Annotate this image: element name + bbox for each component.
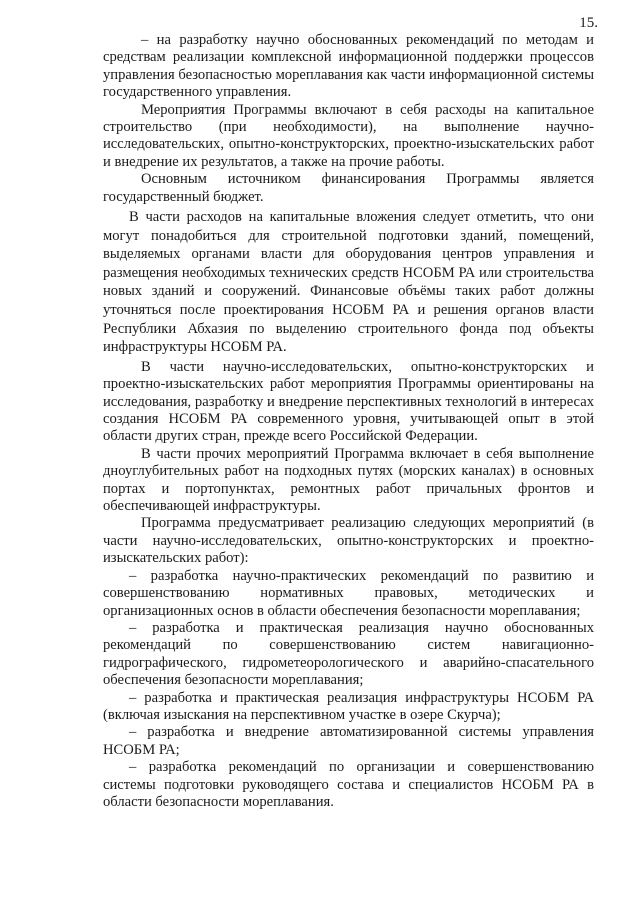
list-item-regulatory-framework: – разработка научно-практических рекомендаций по развитию и совершенствованию нормативных правовых, методических и организационных основ в области обеспечения безопасности мореплавания; — [103, 567, 594, 619]
paragraph-program-activities-intro: Программа предусматривает реализацию следующих мероприятий (в части научно-исследовательских, опытно-конструкторских и проектно-изыскательских работ): — [103, 515, 594, 567]
list-item-navigation-systems: – разработка и практическая реализация научно обоснованных рекомендаций по совершенствованию систем навигационно-гидрографического, гидрометеорологического и аварийно-спасательного обеспечения безопасности мореплавания; — [103, 619, 594, 689]
paragraph-research-works: В части научно-исследовательских, опытно-конструкторских и проектно-изыскательских работ мероприятия Программы ориентированы на исследования, разработку и внедрение перспективных технологий в интересах создания НСОБМ РА современного уровня, учитывающей опыт в этой области других стран, прежде всего Российской Федерации. — [103, 358, 594, 445]
list-item-automated-system: – разработка и внедрение автоматизированной системы управления НСОБМ РА; — [103, 724, 594, 758]
list-item-infrastructure: – разработка и практическая реализация инфраструктуры НСОБМ РА (включая изыскания на перспективном участке в озере Скурча); — [103, 689, 594, 723]
document-body — [103, 32, 594, 811]
paragraph-other-activities: В части прочих мероприятий Программа включает в себя выполнение дноуглубительных работ на подходных путях (морских каналах) в основных портах и портопунктах, ремонтных работ причальных фронтов и обеспечивающей инфраструктуры. — [103, 445, 594, 515]
list-item-staff-training: – разработка рекомендаций по организации и совершенствованию системы подготовки руководящего состава и специалистов НСОБМ РА в области безопасности мореплавания. — [103, 759, 594, 810]
page-number: 15. — [579, 15, 598, 31]
paragraph-methods-recommendations: – на разработку научно обоснованных рекомендаций по методам и средствам реализации комплексной информационной поддержки процессов управления безопасностью мореплавания как части информационной системы государственного управления. — [103, 32, 594, 101]
paragraph-capital-investments: В части расходов на капитальные вложения следует отметить, что они могут понадобиться для строительной подготовки зданий, помещений, выделяемых органами власти для оборудования центров управления и размещения необходимых технических средств НСОБМ РА или строительства новых зданий и сооружений. Финансовые объёмы таких работ должны уточняться после проектирования НСОБМ РА и решения органов власти Республики Абхазия по выделению строительного фонда под объекты инфраструктуры НСОБМ РА. — [103, 209, 594, 356]
paragraph-financing-source: Основным источником финансирования Программы является государственный бюджет. — [103, 171, 594, 205]
paragraph-program-expenses: Мероприятия Программы включают в себя расходы на капитальное строительство (при необходимости), на выполнение научно-исследовательских, опытно-конструкторских, проектно-изыскательских работ и внедрение их результатов, а также на прочие работы. — [103, 101, 594, 170]
